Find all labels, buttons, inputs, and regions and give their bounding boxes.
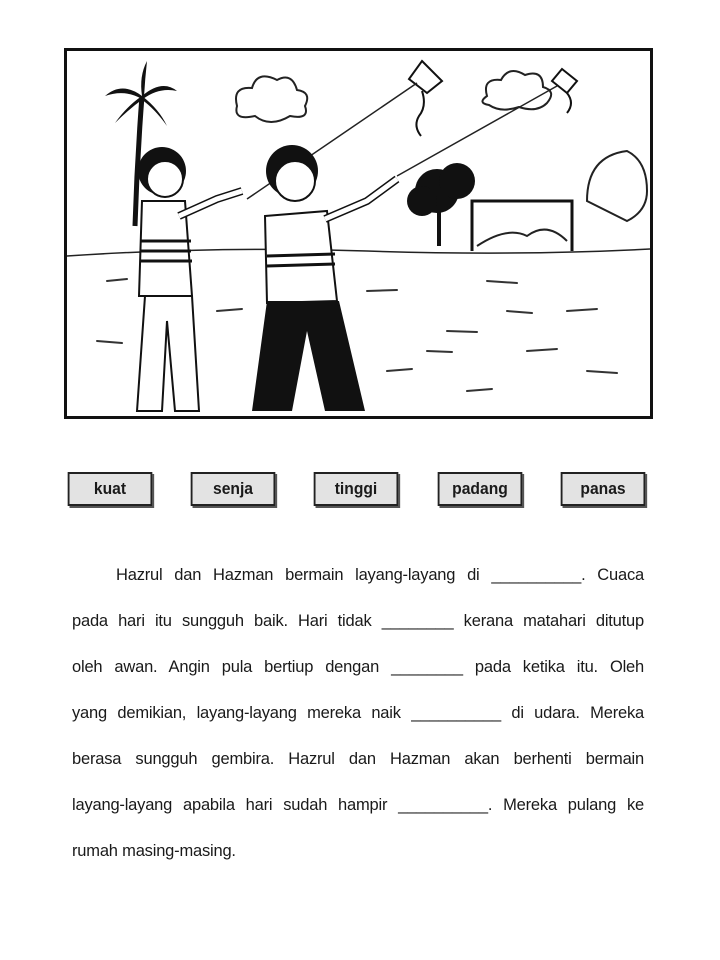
kite-flying-scene-icon [67, 51, 650, 416]
word-box-tinggi[interactable]: tinggi [314, 472, 399, 506]
word-box-padang[interactable]: padang [438, 472, 523, 506]
passage-line: berasa sungguh gembira. Hazrul dan Hazman akan berhenti bermain [72, 750, 644, 768]
passage [72, 552, 644, 874]
passage-line: yang demikian, layang-layang mereka naik __________ di udara. Mereka [72, 704, 644, 722]
passage-line: Hazrul dan Hazman bermain layang-layang di __________. Cuaca [116, 566, 644, 584]
passage-line: layang-layang apabila hari sudah hampir __________. Mereka pulang ke [72, 796, 644, 814]
passage-line: oleh awan. Angin pula bertiup dengan ________ pada ketika itu. Oleh [72, 658, 644, 676]
passage-line: pada hari itu sungguh baik. Hari tidak ________ kerana matahari ditutup [72, 612, 644, 630]
word-bank [64, 472, 653, 508]
word-box-kuat[interactable]: kuat [68, 472, 153, 506]
kite-flying-illustration [64, 48, 653, 419]
word-box-senja[interactable]: senja [191, 472, 276, 506]
word-box-panas[interactable]: panas [561, 472, 646, 506]
passage-line: rumah masing-masing. [72, 842, 236, 860]
